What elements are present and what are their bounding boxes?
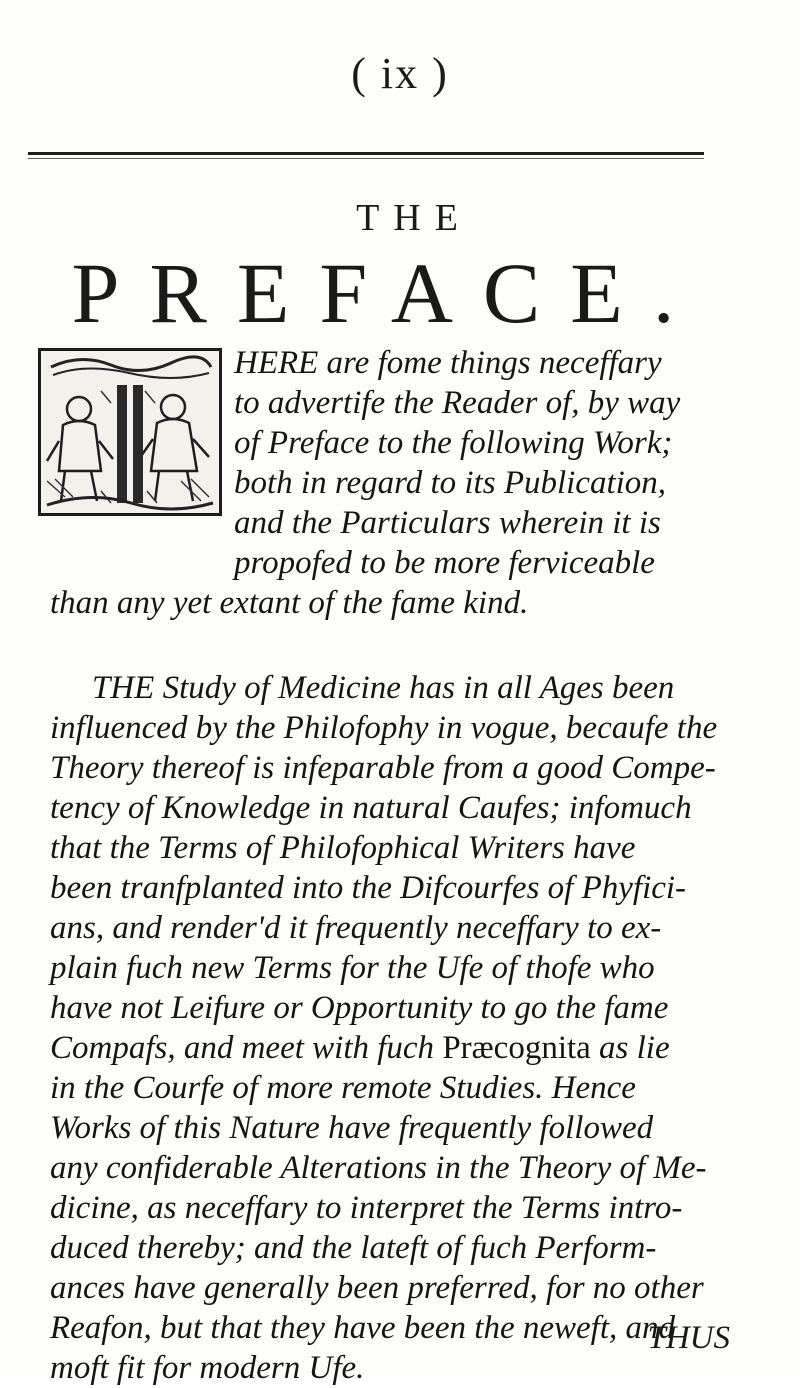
text-line: plain fuch new Terms for the Ufe of thofe who [50,950,655,986]
text-line: have not Leifure or Opportunity to go the fame [50,990,669,1026]
text-line-with-roman [50,1028,760,1068]
paragraph-study-of-medicine [50,668,760,1388]
text-line: ans, and render'd it frequently neceffary to ex- [50,910,662,946]
text-fragment: as lie [599,1030,670,1066]
text-fragment: Compafs, and meet with fuch [50,1030,435,1066]
text-line: Reafon, but that they have been the neweft, and [50,1310,675,1346]
header-rule-thin [28,158,704,159]
page-title: PREFACE. [71,245,705,341]
paragraph-intro-continued [50,543,760,623]
text-line: ances have generally been preferred, for no other [50,1270,704,1306]
text-line: been tranfplanted into the Difcourfes of Phyfici- [50,870,687,906]
text-line: duced thereby; and the lateft of fuch Perform- [50,1230,657,1266]
text-line: of Preface to the following Work; [234,425,673,461]
roman-phrase: Præcognita [442,1030,591,1066]
text-line: both in regard to its Publication, [234,465,667,501]
text-line: than any yet extant of the fame kind. [50,585,529,621]
text-line: Theory thereof is infeparable from a good Compe- [50,750,716,786]
text-line: influenced by the Philofophy in vogue, becaufe the [50,710,718,746]
text-line: tency of Knowledge in natural Caufes; infomuch [50,790,692,826]
decorated-initial-image [38,348,222,516]
page-number: ( ix ) [351,49,449,98]
text-line: that the Terms of Philofophical Writers have [50,830,636,866]
catchword: THUS [647,1320,730,1356]
text-line: any confiderable Alterations in the Theory of Me- [50,1150,707,1186]
paragraph-intro-opening [234,343,734,543]
text-line: and the Particulars wherein it is [234,505,661,541]
header-rule [28,152,704,155]
text-line: propofed to be more ferviceable [234,545,655,581]
text-line: THE Study of Medicine has in all Ages been [92,670,675,706]
heading-the: THE [356,197,472,239]
text-line: to advertife the Reader of, by way [234,385,681,421]
text-line: dicine, as neceffary to interpret the Terms intro- [50,1190,683,1226]
text-line: Works of this Nature have frequently followed [50,1110,654,1146]
text-line: in the Courfe of more remote Studies. Hence [50,1070,636,1106]
woodcut-ornament-icon [41,351,219,513]
text-line: HERE are fome things neceffary [234,345,662,381]
text-line: moft fit for modern Ufe. [50,1350,365,1386]
